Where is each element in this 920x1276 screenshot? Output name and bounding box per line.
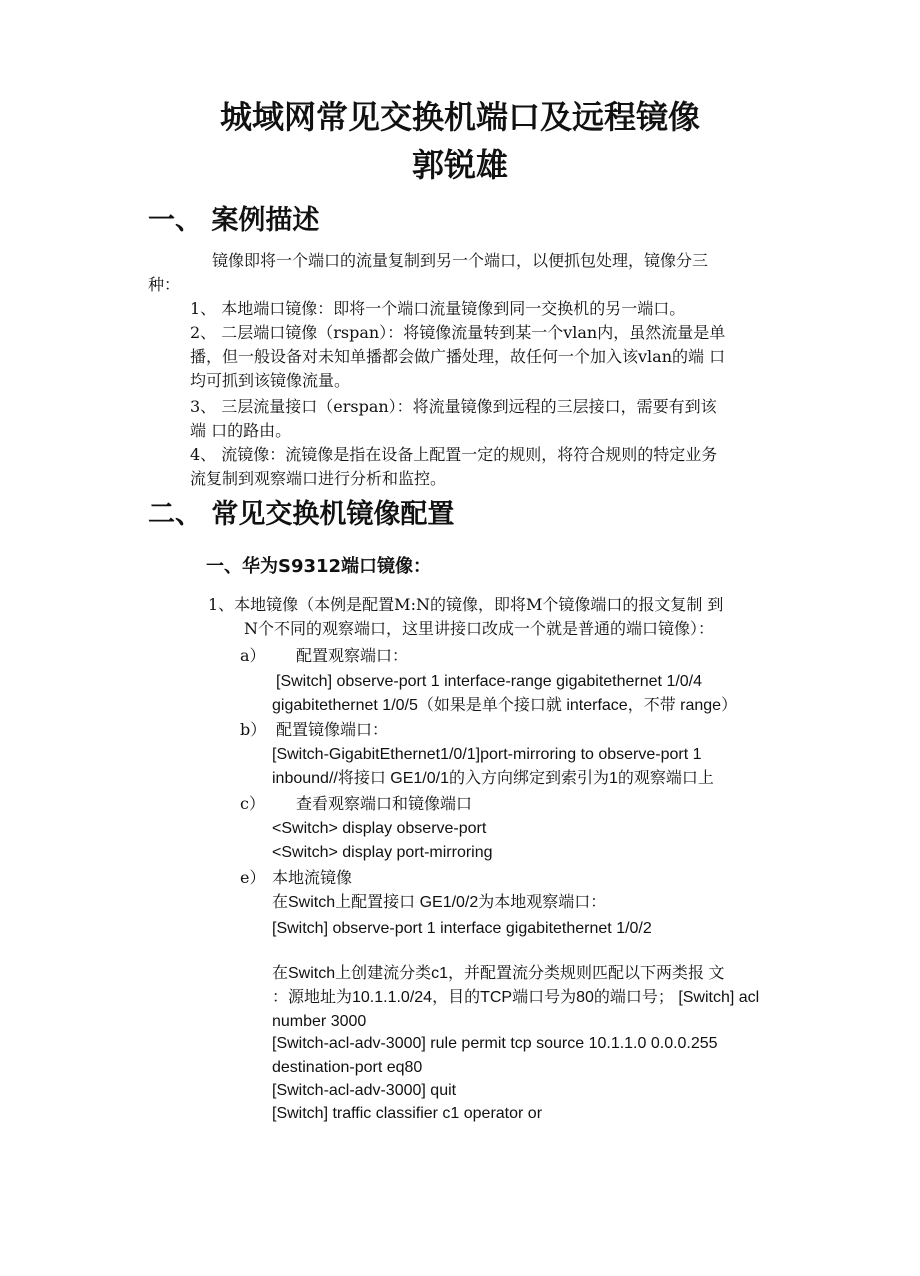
step-b-code-line-2: inbound//将接口 GE1/0/1的入方向绑定到索引为1的观察端口上 — [272, 770, 714, 787]
step-b-label: b） — [240, 720, 267, 739]
step-a-code-line-2: gigabitethernet 1/0/5（如果是单个接口就 interface，不带 range） — [272, 697, 738, 714]
section-1-item-1: 1、 本地端口镜像：即将一个端口流量镜像到同一交换机的另一端口。 — [190, 299, 686, 318]
step-e-line-5: number 3000 — [272, 1013, 367, 1030]
step-e-line-4: ：源地址为10.1.1.0/24，目的TCP端口号为80的端口号； [Switch] acl — [272, 989, 760, 1006]
step-c-code-line-2: <Switch> display port-mirroring — [272, 844, 493, 861]
step-e-line-2: [Switch] observe-port 1 interface gigabitethernet 1/0/2 — [272, 920, 652, 937]
document-author: 郭锐雄 — [411, 146, 508, 184]
section-1-item-2-line-3: 均可抓到该镜像流量。 — [190, 371, 351, 390]
step-e-line-7: destination-port eq80 — [272, 1059, 423, 1076]
section-1-heading: 一、 案例描述 — [148, 205, 320, 236]
step-a-label: a） — [240, 646, 266, 665]
step-b-text: 配置镜像端口： — [276, 720, 389, 739]
step-a-code-line-1: [Switch] observe-port 1 interface-range gigabitethernet 1/0/4 — [276, 673, 703, 690]
local-mirror-line-2: N个不同的观察端口，这里讲接口改成一个就是普通的端口镜像）： — [244, 619, 715, 638]
step-c-label: c） — [240, 794, 265, 813]
subsection-huawei-heading: 一、华为S9312端口镜像： — [206, 556, 432, 577]
step-e-line-6: [Switch-acl-adv-3000] rule permit tcp source 10.1.1.0 0.0.0.255 — [272, 1035, 718, 1052]
section-2-heading: 二、 常见交换机镜像配置 — [148, 499, 455, 530]
section-1-intro-line-2: 种： — [148, 275, 181, 294]
step-c-text: 查看观察端口和镜像端口 — [296, 794, 473, 813]
section-1-item-3-line-2: 端 口的路由。 — [190, 421, 292, 440]
step-c-code-line-1: <Switch> display observe-port — [272, 820, 487, 837]
step-e-line-3: 在Switch上创建流分类c1，并配置流分类规则匹配以下两类报 文 — [272, 965, 725, 982]
section-1-item-4-line-2: 流复制到观察端口进行分析和监控。 — [190, 469, 447, 488]
section-1-item-2-line-1: 2、 二层端口镜像（rspan）：将镜像流量转到某一个vlan内，虽然流量是单 — [190, 323, 726, 342]
section-1-item-3-line-1: 3、 三层流量接口（erspan）：将流量镜像到远程的三层接口，需要有到该 — [190, 397, 717, 416]
section-1-item-2-line-2: 播，但一般设备对未知单播都会做广播处理，故任何一个加入该vlan的端 口 — [190, 347, 726, 366]
local-mirror-line-1: 1、本地镜像（本例是配置M:N的镜像，即将M个镜像端口的报文复制 到 — [208, 595, 724, 614]
section-1-item-4-line-1: 4、 流镜像：流镜像是指在设备上配置一定的规则，将符合规则的特定业务 — [190, 445, 718, 464]
step-e-label: e） — [240, 868, 266, 887]
step-e-line-9: [Switch] traffic classifier c1 operator or — [272, 1105, 543, 1122]
step-e-line-8: [Switch-acl-adv-3000] quit — [272, 1082, 457, 1099]
step-e-line-1: 在Switch上配置接口 GE1/0/2为本地观察端口： — [272, 894, 607, 911]
step-e-text: 本地流镜像 — [272, 868, 353, 887]
step-b-code-line-1: [Switch-GigabitEthernet1/0/1]port-mirroring to observe-port 1 — [272, 746, 702, 763]
step-a-text: 配置观察端口： — [296, 646, 409, 665]
section-1-intro-line-1: 镜像即将一个端口的流量复制到另一个端口，以便抓包处理，镜像分三 — [212, 251, 709, 270]
document-title: 城域网常见交换机端口及远程镜像 — [219, 98, 700, 136]
